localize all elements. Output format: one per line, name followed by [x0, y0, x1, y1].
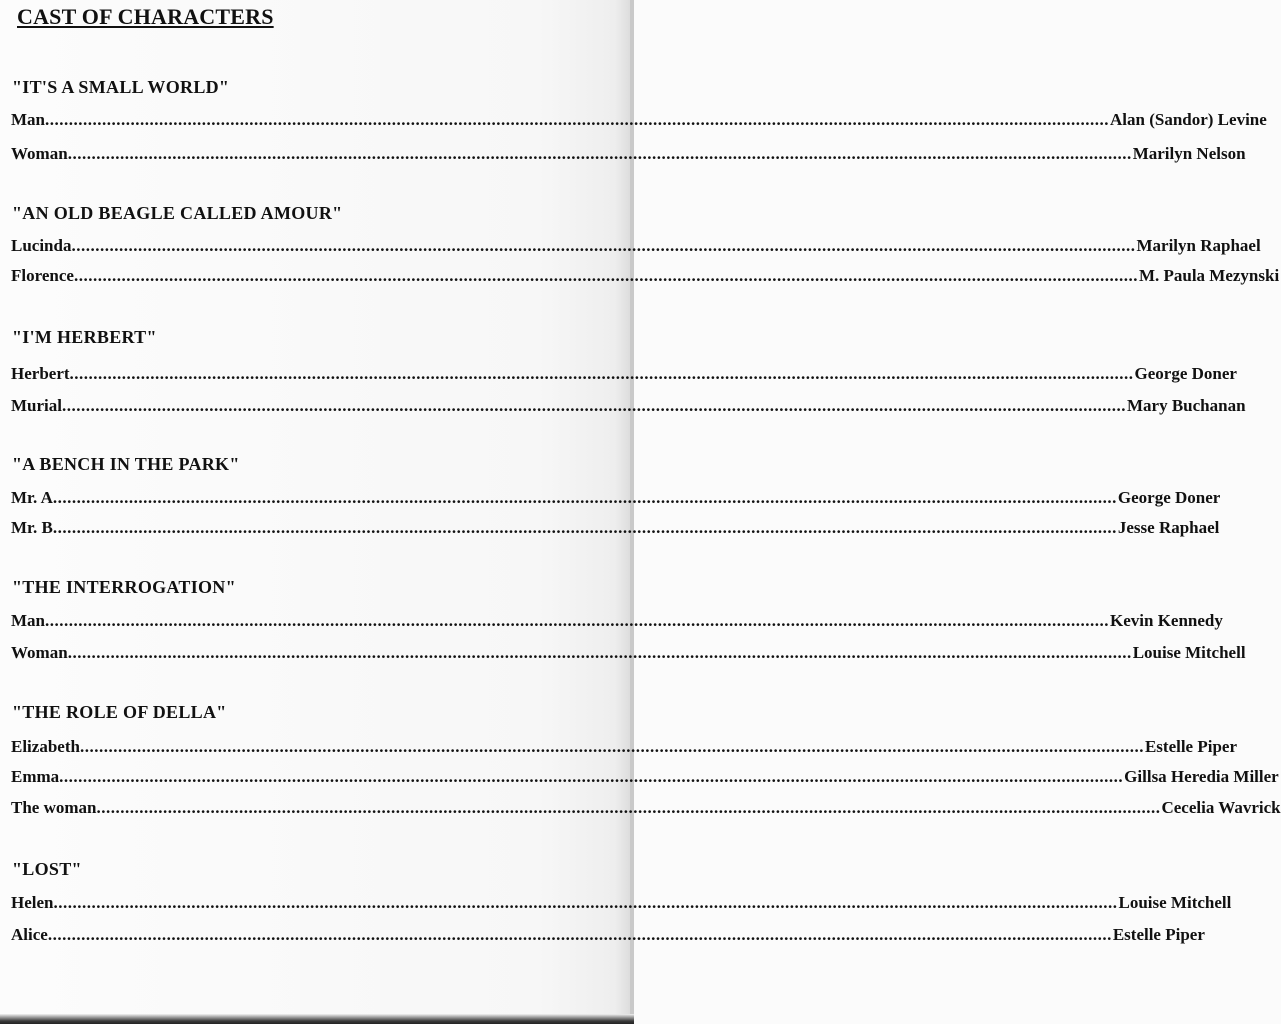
- actor-name: Marilyn Raphael: [1136, 236, 1261, 255]
- actor-name: Louise Mitchell: [1118, 893, 1232, 912]
- actor-name: Estelle Piper: [1112, 925, 1205, 944]
- role-name: Mr. B: [11, 518, 53, 537]
- cast-line: [11, 643, 1246, 665]
- dot-leader: ................................................................................................................................................................................................................................: [79, 737, 1144, 756]
- dot-leader: ................................................................................................................................................................................................................................: [47, 925, 1112, 944]
- role-name: Woman: [11, 144, 68, 163]
- role-name: Mr. A: [11, 488, 53, 507]
- cast-line: [11, 236, 1261, 258]
- role-name: Man: [11, 611, 45, 630]
- actor-name: Marilyn Nelson: [1132, 144, 1246, 163]
- actor-name: George Doner: [1134, 364, 1237, 383]
- dot-leader: ................................................................................................................................................................................................................................: [53, 893, 1118, 912]
- dot-leader: ................................................................................................................................................................................................................................: [71, 236, 1136, 255]
- role-name: Lucinda: [11, 236, 72, 255]
- dot-leader: ................................................................................................................................................................................................................................: [52, 518, 1117, 537]
- page-title: CAST OF CHARACTERS: [17, 4, 274, 29]
- cast-line: [11, 518, 1220, 540]
- show-title-small-world: "IT'S A SMALL WORLD": [12, 77, 230, 97]
- cast-line: [11, 925, 1205, 947]
- cast-line: [11, 110, 1267, 132]
- dot-leader: ................................................................................................................................................................................................................................: [45, 611, 1109, 630]
- role-name: Alice: [11, 925, 48, 944]
- role-name: Murial: [11, 396, 62, 415]
- cast-line: [11, 767, 1279, 789]
- dot-leader: ................................................................................................................................................................................................................................: [59, 767, 1124, 786]
- actor-name: M. Paula Mezynski: [1138, 266, 1280, 285]
- dot-leader: ................................................................................................................................................................................................................................: [67, 144, 1132, 163]
- dot-leader: ................................................................................................................................................................................................................................: [67, 643, 1132, 662]
- actor-name: Mary Buchanan: [1127, 396, 1246, 415]
- show-title-old-beagle: "AN OLD BEAGLE CALLED AMOUR": [12, 203, 343, 223]
- show-title-interrogation: "THE INTERROGATION": [12, 577, 236, 597]
- show-title-role-of-della: "THE ROLE OF DELLA": [12, 702, 227, 722]
- cast-line: [11, 396, 1246, 418]
- role-name: Helen: [11, 893, 54, 912]
- cast-line: [11, 266, 1280, 288]
- cast-line: [11, 737, 1238, 759]
- dot-leader: ................................................................................................................................................................................................................................: [45, 110, 1109, 129]
- dot-leader: ................................................................................................................................................................................................................................: [73, 266, 1138, 285]
- show-title-im-herbert: "I'M HERBERT": [12, 327, 157, 347]
- cast-line: [11, 488, 1221, 510]
- show-title-lost: "LOST": [12, 859, 82, 879]
- page-bottom-edge: [0, 1014, 634, 1024]
- actor-name: Cecelia Wavrick: [1161, 798, 1281, 817]
- role-name: The woman: [11, 798, 97, 817]
- cast-line: [11, 364, 1237, 386]
- role-name: Herbert: [11, 364, 70, 383]
- actor-name: Louise Mitchell: [1132, 643, 1246, 662]
- dot-leader: ................................................................................................................................................................................................................................: [52, 488, 1117, 507]
- actor-name: Kevin Kennedy: [1110, 611, 1223, 630]
- actor-name: George Doner: [1117, 488, 1221, 507]
- actor-name: Alan (Sandor) Levine: [1110, 110, 1267, 129]
- role-name: Elizabeth: [11, 737, 80, 756]
- cast-line: [11, 144, 1246, 166]
- cast-line: [11, 893, 1232, 915]
- dot-leader: ................................................................................................................................................................................................................................: [62, 396, 1126, 415]
- dot-leader: ................................................................................................................................................................................................................................: [96, 798, 1161, 817]
- show-title-bench-in-park: "A BENCH IN THE PARK": [12, 454, 240, 474]
- dot-leader: ................................................................................................................................................................................................................................: [69, 364, 1134, 383]
- actor-name: Jesse Raphael: [1117, 518, 1220, 537]
- role-name: Woman: [11, 643, 68, 662]
- role-name: Man: [11, 110, 45, 129]
- role-name: Florence: [11, 266, 74, 285]
- cast-line: [11, 798, 1281, 820]
- cast-line: [11, 611, 1223, 633]
- actor-name: Gillsa Heredia Miller: [1124, 767, 1279, 786]
- actor-name: Estelle Piper: [1144, 737, 1238, 756]
- role-name: Emma: [11, 767, 60, 786]
